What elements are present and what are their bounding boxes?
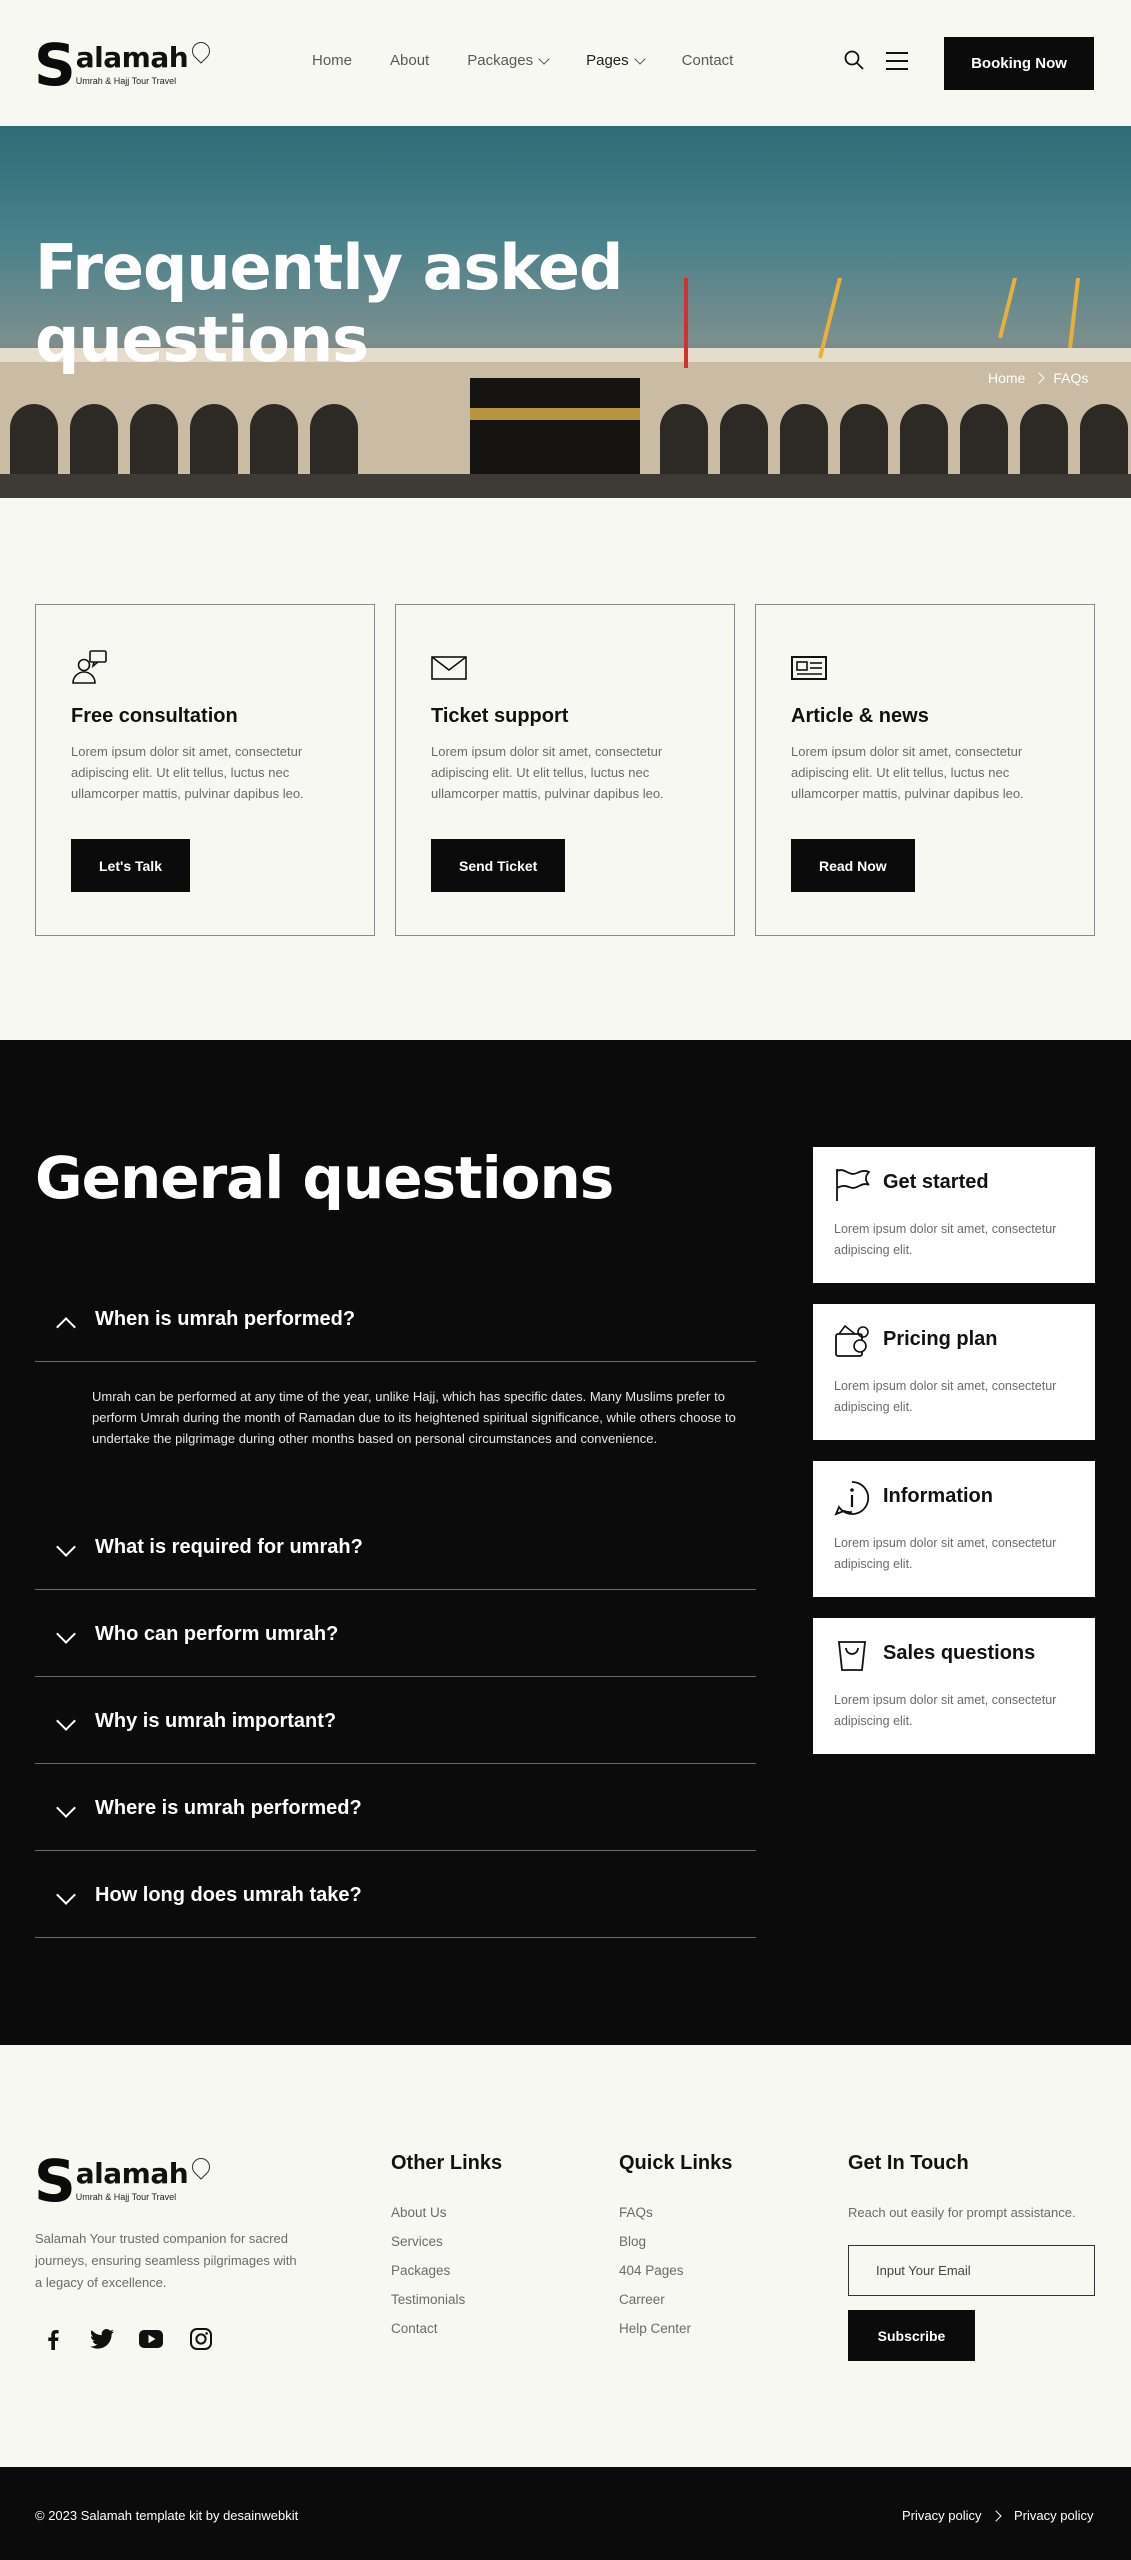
faq-question: Why is umrah important?	[95, 1710, 337, 1732]
logo-wordmark	[75, 2157, 189, 2202]
side-card-description: Lorem ipsum dolor sit amet, consectetur adipiscing elit.	[834, 1536, 1057, 1571]
faq-question: What is required for umrah?	[95, 1536, 363, 1558]
footer-link-services[interactable]: Services	[391, 2234, 443, 2249]
section-title: General questions	[35, 1144, 614, 1212]
help-topic-card[interactable]	[813, 1147, 1095, 1283]
faq-question: Where is umrah performed?	[95, 1797, 362, 1819]
support-card	[755, 604, 1095, 936]
footer-link-faqs[interactable]: FAQs	[619, 2205, 653, 2220]
privacy-policy-link[interactable]: Privacy policy	[902, 2508, 982, 2523]
bottom-bar	[0, 2467, 1131, 2560]
wallet-icon	[833, 1322, 871, 1360]
info-chat-icon	[833, 1479, 871, 1517]
location-pin-icon	[188, 2154, 213, 2179]
faq-item[interactable]	[35, 1858, 756, 1938]
footer-link-404[interactable]: 404 Pages	[619, 2263, 684, 2278]
side-card-description: Lorem ipsum dolor sit amet, consectetur adipiscing elit.	[834, 1693, 1057, 1728]
lets-talk-button[interactable]: Let's Talk	[71, 839, 190, 892]
logo-wordmark	[75, 41, 189, 86]
nav-label: Packages	[467, 52, 534, 69]
logo-initial: S	[34, 31, 76, 99]
nav-label: About	[390, 52, 430, 69]
read-now-button[interactable]: Read Now	[791, 839, 915, 892]
hero-banner	[0, 126, 1131, 498]
nav-label: Contact	[681, 52, 734, 69]
nav-item-home[interactable]	[312, 52, 352, 69]
faq-item[interactable]	[35, 1771, 756, 1851]
nav-item-packages[interactable]	[467, 52, 548, 69]
help-topic-card[interactable]	[813, 1461, 1095, 1597]
footer-link-packages[interactable]: Packages	[391, 2263, 451, 2278]
send-ticket-button[interactable]: Send Ticket	[431, 839, 565, 892]
support-card	[35, 604, 375, 936]
chevron-down-icon	[634, 53, 645, 64]
chevron-right-icon	[990, 2510, 1001, 2521]
shopping-bag-icon	[833, 1636, 871, 1674]
breadcrumb-current: FAQs	[1053, 370, 1089, 386]
card-title: Ticket support	[431, 705, 569, 727]
faq-item[interactable]	[35, 1597, 756, 1677]
footer-link-career[interactable]: Carreer	[619, 2292, 665, 2307]
faq-item[interactable]	[35, 1510, 756, 1590]
card-description: Lorem ipsum dolor sit amet, consectetur adipiscing elit. Ut elit tellus, luctus nec ullamcorper mattis, pulvinar dapibus leo.	[431, 744, 664, 801]
logo-initial: S	[34, 2147, 76, 2215]
footer-link-blog[interactable]: Blog	[619, 2234, 647, 2249]
brand-logo[interactable]	[34, 31, 210, 99]
chevron-down-icon	[56, 1885, 76, 1905]
side-card-description: Lorem ipsum dolor sit amet, consectetur adipiscing elit.	[834, 1222, 1057, 1257]
nav-item-about[interactable]	[390, 52, 429, 69]
chevron-down-icon	[56, 1624, 76, 1644]
facebook-icon[interactable]	[40, 2326, 66, 2352]
page-title: Frequently asked questions	[35, 231, 623, 376]
location-pin-icon	[188, 38, 213, 63]
footer-link-testimonials[interactable]: Testimonials	[391, 2292, 466, 2307]
nav-label: Pages	[586, 52, 629, 69]
faq-item[interactable]	[35, 1684, 756, 1764]
flag-icon	[833, 1165, 871, 1203]
newspaper-icon	[790, 649, 830, 685]
support-card	[395, 604, 735, 936]
instagram-icon[interactable]	[188, 2326, 214, 2352]
faq-answer: Umrah can be performed at any time of the year, unlike Hajj, which has specific dates. Many Muslims prefer to perform Umrah during the month of Ramadan due to its heightened spiritual significance, while others choose to undertake the pilgrimage during other months based on personal circumstances and convenience.	[92, 1389, 736, 1446]
footer-description: Salamah Your trusted companion for sacred journeys, ensuring seamless pilgrimages with a legacy of excellence.	[35, 2231, 297, 2290]
faq-question: How long does umrah take?	[95, 1884, 362, 1906]
side-card-description: Lorem ipsum dolor sit amet, consectetur adipiscing elit.	[834, 1379, 1057, 1414]
footer-link-contact[interactable]: Contact	[391, 2321, 438, 2336]
breadcrumb-home-link[interactable]: Home	[988, 370, 1026, 386]
email-input[interactable]	[848, 2245, 1095, 2296]
consultation-icon	[70, 649, 110, 685]
footer-link-help-center[interactable]: Help Center	[619, 2321, 692, 2336]
chevron-up-icon	[56, 1317, 76, 1337]
faq-question: Who can perform umrah?	[95, 1623, 339, 1645]
chevron-down-icon	[538, 53, 549, 64]
logo-name: alamah	[75, 41, 189, 74]
card-description: Lorem ipsum dolor sit amet, consectetur adipiscing elit. Ut elit tellus, luctus nec ullamcorper mattis, pulvinar dapibus leo.	[791, 744, 1024, 801]
youtube-icon[interactable]	[138, 2326, 164, 2352]
nav-item-contact[interactable]	[682, 52, 734, 69]
nav-label: Home	[312, 52, 353, 69]
chevron-down-icon	[56, 1798, 76, 1818]
side-card-title: Pricing plan	[883, 1328, 998, 1350]
card-title: Article & news	[791, 705, 929, 727]
card-title: Free consultation	[71, 705, 238, 727]
main-nav	[312, 52, 771, 69]
chevron-down-icon	[56, 1537, 76, 1557]
help-topic-card[interactable]	[813, 1618, 1095, 1754]
faq-question: When is umrah performed?	[95, 1308, 356, 1330]
get-in-touch-title: Get In Touch	[848, 2152, 969, 2174]
side-card-title: Sales questions	[883, 1642, 1036, 1664]
help-topic-card[interactable]	[813, 1304, 1095, 1440]
other-links-title: Other Links	[391, 2152, 503, 2174]
footer-link-about-us[interactable]: About Us	[391, 2205, 447, 2220]
chevron-right-icon	[1034, 372, 1045, 383]
quick-links-title: Quick Links	[619, 2152, 733, 2174]
footer-logo[interactable]	[34, 2147, 210, 2215]
twitter-icon[interactable]	[89, 2326, 115, 2352]
privacy-policy-link[interactable]: Privacy policy	[1014, 2508, 1094, 2523]
logo-name: alamah	[75, 2157, 189, 2190]
logo-tagline: Umrah & Hajj Tour Travel	[75, 76, 177, 86]
envelope-icon	[430, 649, 470, 685]
side-card-title: Information	[883, 1485, 993, 1507]
booking-now-button[interactable]: Booking Now	[944, 37, 1094, 90]
copyright-text: © 2023 Salamah template kit by desainwebkit	[35, 2508, 299, 2523]
side-card-title: Get started	[883, 1171, 989, 1193]
logo-tagline: Umrah & Hajj Tour Travel	[75, 2192, 177, 2202]
breadcrumb	[988, 370, 1088, 386]
nav-item-pages[interactable]	[586, 52, 644, 69]
contact-description: Reach out easily for prompt assistance.	[848, 2205, 1076, 2220]
chevron-down-icon	[56, 1711, 76, 1731]
search-icon[interactable]	[844, 50, 864, 70]
site-header	[0, 0, 1131, 126]
faq-item[interactable]	[35, 1282, 756, 1362]
subscribe-button[interactable]: Subscribe	[848, 2310, 975, 2361]
card-description: Lorem ipsum dolor sit amet, consectetur adipiscing elit. Ut elit tellus, luctus nec ullamcorper mattis, pulvinar dapibus leo.	[71, 744, 304, 801]
hamburger-menu-icon[interactable]	[886, 52, 908, 70]
